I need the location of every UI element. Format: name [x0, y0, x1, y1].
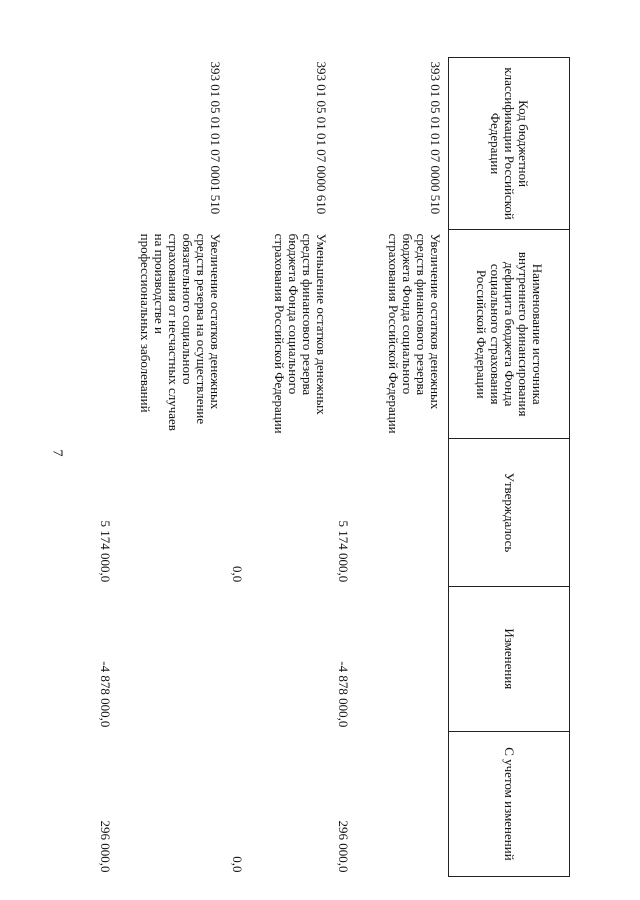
row-code: 393 01 05 01 01 07 0000 510	[428, 61, 443, 215]
table-row	[96, 58, 228, 877]
table-row	[228, 58, 334, 877]
table-row	[334, 58, 449, 877]
row-code: 393 01 05 01 01 07 0001 510	[208, 61, 223, 215]
budget-sources-table	[96, 57, 570, 877]
row-changes	[228, 586, 334, 731]
header-with-changes: С учетом изменений	[449, 731, 570, 876]
rotated-table-container	[90, 57, 570, 877]
row-approved: 5 174 000,0	[98, 520, 113, 583]
header-code: Код бюджетной классификации Российской Федерации	[449, 58, 570, 230]
row-approved: 0,0	[230, 566, 245, 583]
header-changes: Изменения	[449, 586, 570, 731]
row-name: Увеличение остатков денежных средств финансового резерва бюджета Фонда социального страхования Российской Федерации	[386, 233, 443, 434]
row-name: Увеличение остатков денежных средств резерва на осуществление обязательного социального страхования от несчастных случаев на производстве и профессиональных заболеваний	[138, 233, 223, 431]
row-approved: 5 174 000,0	[336, 520, 351, 583]
header-name: Наименование источника внутреннего финансирования дефицита бюджета Фонда социального страхования Российской Федерации	[449, 230, 570, 439]
row-with-changes: 296 000,0	[98, 820, 113, 873]
row-code: 393 01 05 01 01 07 0000 610	[314, 61, 329, 215]
row-name: Уменьшение остатков денежных средств финансового резерва бюджета Фонда социального страхования Российской Федерации	[272, 233, 329, 434]
row-changes: -4 878 000,0	[336, 661, 351, 728]
page-number: 7	[49, 449, 65, 457]
table-header-row	[449, 58, 570, 877]
row-with-changes: 0,0	[230, 856, 245, 873]
row-with-changes: 296 000,0	[336, 820, 351, 873]
row-changes: -4 878 000,0	[98, 661, 113, 728]
header-approved: Утверждалось	[449, 439, 570, 587]
